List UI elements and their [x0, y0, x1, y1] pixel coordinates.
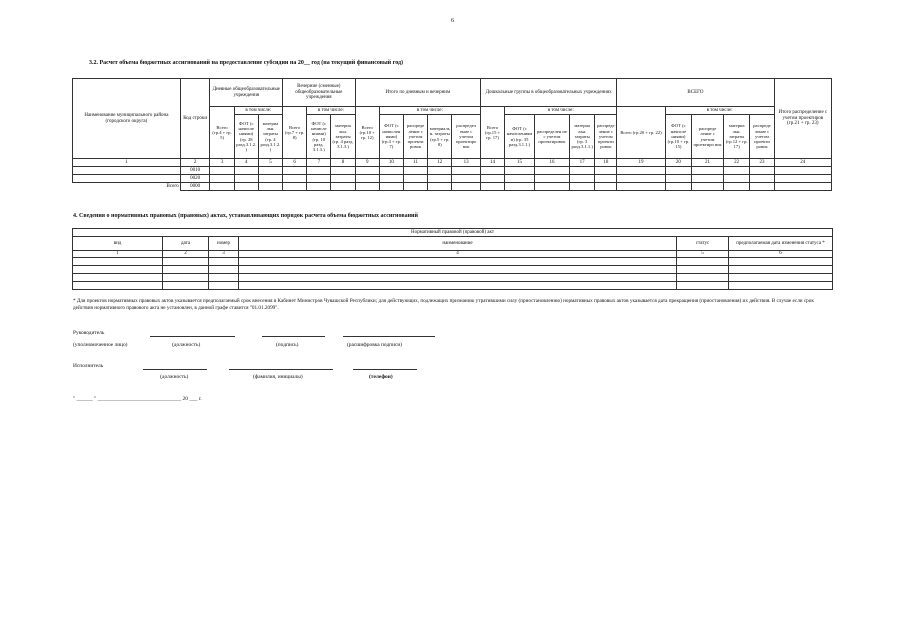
group-total-header: Итого по дневным и вечерним: [355, 79, 480, 107]
col-number: 3: [209, 251, 239, 258]
col-number: 22: [723, 159, 749, 167]
col-number: 19: [617, 159, 665, 167]
col-number: 10: [379, 159, 403, 167]
col-header: распредел ение с учетом проектиро вок: [452, 115, 481, 159]
col-header: материа льн. затраты (гр. 3 разд.3.1.1.): [570, 115, 595, 159]
date-line: " ______ " _______________________________ 20 ___ г.: [73, 396, 202, 402]
head-label: Руководитель: [73, 330, 105, 336]
table-row: [73, 282, 833, 290]
col-number: 23: [750, 159, 774, 167]
col-header: Всего (гр.15 + гр. 17): [480, 107, 504, 159]
col-header: вид: [73, 237, 163, 251]
col-number: 12: [428, 159, 452, 167]
table-row: [73, 266, 833, 274]
col-number: 5: [258, 159, 282, 167]
col-number: 18: [595, 159, 617, 167]
incl-label: в том числе:: [505, 107, 617, 115]
group-day-header: Дневные общеобразовательные учреждения: [210, 79, 283, 107]
col-header: ФОТ (с начисле ниями) (гр. 28 разд.3.1.2.): [234, 115, 258, 159]
col-number: 15: [505, 159, 535, 167]
signature-caption: (подпись): [276, 342, 299, 348]
col-header: ФОТ (с начисле ниями) (гр.10 + гр. 15): [665, 115, 691, 159]
group-all-header: ВСЕГО: [617, 79, 774, 107]
col-header: Всего (гр.4 + гр. 5): [210, 107, 234, 159]
col-header: ФОТ (с начислениями) (гр. 35 разд.3.1.1.): [505, 115, 535, 159]
col-number: 14: [480, 159, 504, 167]
col-number: 11: [403, 159, 427, 167]
col-header: ФОТ (с начисле ниями) (гр. 10 разд. 3.1.3.): [307, 115, 331, 159]
col-header: распреде ление с учетом проекти ровок: [403, 115, 427, 159]
col-number: 4: [239, 251, 677, 258]
col-number: 17: [570, 159, 595, 167]
acts-header: Нормативный правовой (правовой) акт: [73, 229, 833, 237]
col-final-header: Итого распределение с учетом проектиров (гр.21 + гр. 23): [774, 79, 831, 159]
signature-line: [262, 336, 325, 337]
col-header: ФОТ (с начислен иями) (гр.4 + гр. 7): [379, 115, 403, 159]
total-row: [73, 183, 832, 191]
group-preschool-header: Дошкольные группы в общеобразовательных учреждениях: [480, 79, 616, 107]
incl-label: в том числе:: [665, 107, 774, 115]
col-number: 2: [180, 159, 210, 167]
col-number: 1: [73, 251, 163, 258]
col-header: распреде ление с учетом проекти ровок: [750, 115, 774, 159]
executor-label: Исполнитель: [73, 363, 104, 369]
column-numbers-row: [73, 251, 833, 258]
col-header: статус: [677, 237, 729, 251]
group-evening-header: Вечерние (сменные) общеобразовательные учреждения: [283, 79, 356, 107]
head-sub-label: (уполномоченное лицо): [73, 342, 128, 348]
col-header: материа льн. затраты (гр.12 + гр. 17): [723, 115, 749, 159]
row-code: 0020: [180, 175, 210, 183]
col-header: Всего (гр.20 + гр. 22): [617, 107, 665, 159]
fio-caption: (фамилия, инициалы): [253, 374, 303, 380]
col-number: 1: [73, 159, 181, 167]
col-number: 21: [692, 159, 724, 167]
col-number: 3: [210, 159, 234, 167]
col-number: 5: [677, 251, 729, 258]
executor-phone-line: [353, 369, 417, 370]
col-header: предполагаемая дата изменения статуса *: [729, 237, 833, 251]
col-number: 20: [665, 159, 691, 167]
col-number: 6: [729, 251, 833, 258]
page-number: 6: [451, 18, 454, 24]
normative-acts-table: [72, 228, 833, 290]
col-header: материа льн. затраты (гр. 4 разд.3.1.2.): [258, 115, 282, 159]
col-number: 8: [331, 159, 355, 167]
position-caption: (должность): [172, 342, 201, 348]
col-district-header: Наименование муниципального района (городского округа): [73, 79, 181, 159]
table-row: [73, 258, 833, 266]
incl-label: в том числе:: [307, 107, 355, 115]
incl-label: в том числе:: [379, 107, 480, 115]
footnote: * Для проектов нормативных правовых актов указывается предполагаемый срок внесения в Кабинет Министров Чувашской Республики; для действующих, подлежащих признанию утратившими силу (приостановлению) нормативных правовых актов указывается дата прекращения (приостановления) их действия. В случае если срок действия нормативного правового акта не установлен, в данной графе ставится "01.01.2099".: [73, 298, 814, 311]
col-number: 2: [163, 251, 209, 258]
decipher-line: [343, 336, 435, 337]
subsidy-calculation-table: [72, 78, 832, 191]
table-row: [73, 167, 832, 175]
row-code: 0010: [180, 167, 210, 175]
executor-position-line: [143, 369, 207, 370]
position2-caption: (должность): [160, 374, 189, 380]
position-line: [150, 336, 235, 337]
col-header: распреде ление с учетом проектиро вок: [692, 115, 724, 159]
col-header: наименование: [239, 237, 677, 251]
total-label: Всего: [166, 183, 179, 189]
col-header: дата: [163, 237, 209, 251]
column-numbers-row: [73, 159, 832, 167]
col-header: Всего (гр.10 + гр. 12): [355, 107, 379, 159]
total-code: 0000: [180, 183, 210, 191]
table-row: [73, 274, 833, 282]
col-number: 9: [355, 159, 379, 167]
phone-caption: (телефон): [369, 374, 393, 380]
col-header: распреде ление с учетом проекти ровок: [595, 115, 617, 159]
table-row: [73, 175, 832, 183]
section-4-title: 4. Сведения о нормативных правовых (правовых) актах, устанавливающих порядок расчета объема бюджетных ассигнований: [73, 213, 418, 219]
col-header: материальн. затраты (гр.5 + гр. 8): [428, 115, 452, 159]
executor-fio-line: [229, 369, 333, 370]
col-header: Всего (гр.7 + гр. 8): [283, 107, 307, 159]
section-3-2-title: 3.2. Расчет объема бюджетных ассигнований на предоставление субсидии на 20__ год (на текущий финансовый год): [89, 60, 404, 66]
col-header: материа льн. затраты (гр. 4 разд. 3.1.3.): [331, 115, 355, 159]
col-number: 13: [452, 159, 481, 167]
col-header: распределен ие с учетом проектировок: [534, 115, 569, 159]
col-code-header: Код строки: [180, 79, 210, 159]
col-number: 24: [774, 159, 831, 167]
col-number: 16: [534, 159, 569, 167]
incl-label: в том числе:: [234, 107, 282, 115]
decipher-caption: (расшифровка подписи): [347, 342, 403, 348]
col-number: 6: [283, 159, 307, 167]
col-header: номер: [209, 237, 239, 251]
col-number: 7: [307, 159, 331, 167]
col-number: 4: [234, 159, 258, 167]
